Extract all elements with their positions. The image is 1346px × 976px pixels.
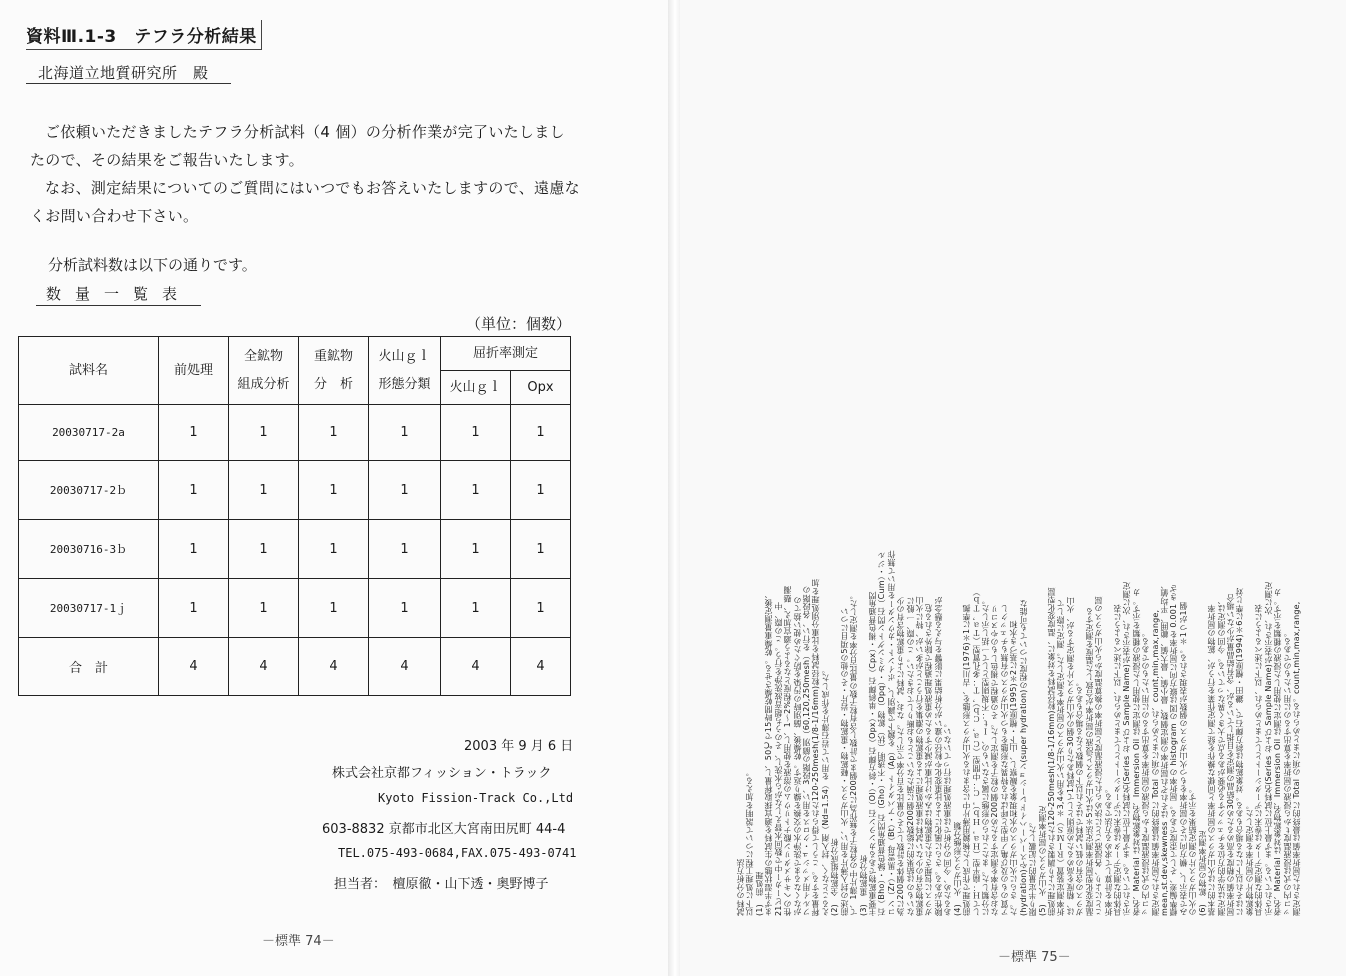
count-intro: 分析試料数は以下の通りです。 [48,256,257,274]
text-column: 温度変化型屈折率測定法＊5は火山ガラスと浸液の屈折率が合致した温度を測定する [1084,607,1094,916]
company-tel-fax: TEL.075-493-0684,FAX.075-493-0741 [338,846,577,860]
table-cell: 1 [299,405,369,461]
text-column: 主要重鉱物であるカンラン石（Ol）・斜方輝石（Opx）・単斜輝石（Cpx）・褐色普通角閃 [867,591,877,916]
text-column: ガラスに包埋された重鉱物はみかけ比重が減少するため重液処理過程で除外される危 [924,604,934,916]
text-column: 具体的な測定データは巻末にデータシートとしてまとめられ、以下に述べるように表 [1254,604,1264,916]
header-refr-opx: Opx [511,371,571,405]
addressee: 北海道立地質研究所 殿 [38,64,209,82]
text-column: ッコ内の式は浸液温度ｔから浸液の屈折率を算出するのに用いたものである。 [1282,629,1292,916]
text-column: 前処理により調製された120-250mesh(1/8-1/16mm)粒径試料を対象に、温度変化型屈 [1046,587,1056,916]
total-cell: 4 [299,638,369,696]
table-cell: 1 [369,405,441,461]
text-column: 重鉱物含有の少ない試料は重液処理による重鉱物の濃集を行うことが多いが、特に火山 [915,596,925,916]
left-page [0,0,670,976]
body-paragraph: ご依頼いただきましたテフラ分析試料（4 個）の分析作業が完了いたしましたので、その結果をご報告いたします。 [30,123,565,169]
text-column: 前述の封入薄片を用い、火山ガラス・軽鉱物・重鉱物・岩片・その他の5項目につい [839,607,849,916]
text-column: まず半湿状態の生試料を適宜採取秤量し、50℃で15時間乾燥させる。乾燥重量測定後、 [764,590,774,916]
table-cell: 1 [511,405,571,461]
header-refr-glass: 火山ｇｌ [441,371,511,405]
text-column: 測定された屈折率値は最終的に Total の項にまとめられる。count,min,max,range, [1292,601,1301,916]
text-column: 限り半定量的に記載した。 [1028,817,1038,916]
text-column: 前処理で作成した検鏡用薄片中に含まれる火山ガラス形態を、吉川(1976)＊1に準拠 [962,604,972,916]
addressee-underline [26,83,231,84]
table-cell: 1 [229,461,299,520]
text-column: 具体的な測定データは巻末にデータシートとしてまとめられ、以下に述べるように表 [1112,604,1122,916]
sample-id: 20030717-2ｂ [19,461,159,520]
text-column: 険性がある。さらに風化による比重変化や粒径の違いが分析結果に影響を与える懸念が [933,596,943,916]
table-cell: 1 [511,461,571,520]
company-address: 603-8832 京都市北区大宮南田尻町 44-4 [322,822,566,837]
text-column: あるため、今回の分析では重液処理は行っていない。 [943,719,953,916]
table-cell: 1 [229,405,299,461]
header-pretreatment: 前処理 [159,337,229,405]
text-column: ガラスの含有の低い試料ではそれ以下の個数となる場合もある。 [1075,678,1085,916]
text-column: mean,st.dev,skewness はそれぞれ屈折率の測定個数、最小値、最大値、範囲、平均値、 [1160,580,1170,916]
table-cell: 1 [369,461,441,520]
unit-label: （単位：個数） [466,315,572,333]
document-title: 資料Ⅲ.1-3 テフラ分析結果 [26,20,262,50]
total-row [19,638,571,696]
text-column: 基本的には火山ガラスの屈折率と同様な操作を経て測定作業を行うが、鉱物の屈折率 [1207,604,1217,916]
text-column: 示されている。まず最上位に試料名(Series および Sample Name)が表示され、次に測定 [1122,581,1132,916]
text-column: 標準偏差、そして歪度である。屈折率の histogram の図は縦方向に屈折率を 0.001 きざ [1169,584,1179,916]
company-name-en: Kyoto Fission-Track Co.,Ltd [378,791,574,805]
header-refractive-index: 屈折率測定 [441,337,571,371]
text-column: なお含有率を測定するため200個の粒子を測定した。その過程で褐色しものやヌコリ [990,604,1000,916]
text-column: がなくなるまで洗浄水の交換を繰り返す。乾燥後、篩別時の汚染を防ぐため使い捨ての [792,596,802,916]
text-column: 測定は光学的方位をチェックする必要がある点で大きく異なっている。今回の測定は、 [1216,596,1226,916]
quantity-list-title: 数量一覧表 [36,283,201,306]
header-sample: 試料名 [19,337,159,405]
table-cell: 1 [369,579,441,638]
table-cell: 1 [369,520,441,579]
text-column: (3) 重鉱物分析 [858,854,868,916]
table-cell: 1 [229,579,299,638]
text-column: 石（Bho）・緑色普通角閃石（Gho）・不透明（状）鉱物（Opq）・カミングトン閃石（Cum）・ジル [877,551,887,916]
header-mineral-composition: 全鉱物 組成分析 [229,337,299,405]
quantity-table [18,336,571,696]
text-column: (hydration)やスーパーハイドレーション(super hydration)の程度についても可能な [1018,599,1028,916]
staff-names: 担当者： 檀原徹・山下透・奥野博子 [334,877,549,892]
text-column: ことにより、各浸液ごとに決められた浸液温度と屈折率の換算温度から火山ガラスの屈 [1094,596,1104,916]
text-column: の火山ガラス片の測定結果を示す。 [1188,784,1198,916]
text-column: にはそれ以下になる場合もある。対象鉱物は斜方輝石で、鎌田・檀原(1994)＊6に準じ対 [1235,587,1245,916]
table-cell: 1 [159,405,229,461]
text-column: 者名、Material は対象鉱物名、Immersion Oil は測定に使用した浸液の種類を示す。カ [1131,588,1141,916]
table-cell: 1 [441,579,511,638]
text-column: ないものは結果的に総数200個に満たないこともお断りしておきたい。この際、一般に [905,596,915,916]
total-cell: 4 [511,638,571,696]
text-column: 試料の分析方法 [736,858,745,916]
header-heavy-mineral: 重鉱物 分 析 [299,337,369,405]
sample-id: 20030717-2a [19,405,159,461]
text-column: 折率測定装置（ＲＩＭＳ）＊3,4を用い火山ガラスの屈折率を測定した。測定に際して [1056,599,1066,916]
text-column: (4) 火山ガラス形態分類 [952,822,962,916]
text-column: コン（Zr）・黒雲母（Bt）・アパタイト（Ap）を鏡下で識別し、ポイント・カウンターを用いて無作 [886,550,896,916]
table-cell: 1 [299,579,369,638]
text-column: 折率を計算して求める方法である。 [1103,784,1113,916]
table-row [19,461,571,520]
text-column: 測定された屈折率値は最終的に Total の項にまとめられ、count,min,max,range, [1150,609,1160,916]
text-column: (2) 全鉱物組成分析 [830,838,840,916]
text-column: 屈折率値の精度を高めるため30結晶の測定を目指しているが、含有結晶量が少ない場合 [1226,593,1236,916]
sample-id: 20030716-3ｂ [19,520,159,579]
text-column: 21ビーカー中で数回水替えしながら水洗し、そのうち超音波洗浄を行う。この際、中 [773,602,783,916]
text-column: た。さらに火山ガラスの水和現象を観察し、山下・檀原(1995)＊2に基づき水和 [1009,620,1019,916]
text-column: 示されている。まず最上位に試料名(Series および Sample Name)が表示され、次に測定 [1263,581,1273,916]
text-column: フルイ用メッシュ・クロスを用い、3段階の篩別（60,120,250mesh）を行い、各段階の [801,585,811,916]
total-label: 合 計 [19,638,159,696]
report-date: 2003 年 9 月 6 日 [464,739,574,754]
header-glass-morphology: 火山ｇｌ 形態分類 [369,337,441,405]
table-cell: 1 [299,461,369,520]
text-column: 象鉱物片の屈折率を測定した。 [1244,801,1254,916]
table-cell: 1 [159,579,229,638]
text-column: (6) 鉱物の屈折率測定 [1197,830,1207,916]
text-column: 者名、Material は対象鉱物名、Immersion Oil は測定に使用した浸液の種類を示す。カ [1273,588,1283,916]
page-number: －標準 75－ [998,950,1071,965]
letter-body [30,118,580,230]
body-paragraph: なお、測定結果についてのご質問にはいつでもお答えいたしますので、遠慮なくお問い合わせ下さい。 [30,179,580,225]
text-column: に分類した。またこれらの形態に属さないもの、Ｉｔ：不規則型として一括し示した。 [981,596,991,916]
total-cell: 4 [159,638,229,696]
text-column: えることなく、封入剤（Nd=1.54）を用いて岩石薄片を作成した。 [820,665,830,916]
table-row [19,520,571,579]
text-column: (1) 前処理 [754,871,764,916]
table-cell: 1 [441,520,511,579]
total-cell: 4 [229,638,299,696]
table-cell: 1 [441,405,511,461]
right-page [680,0,1346,976]
table-cell: 1 [229,520,299,579]
table-cell: 1 [511,579,571,638]
text-column: て、1薄片中の各粒子を無作為に200個まで計数し含有粒子数の量比百分率を測定した。 [849,591,859,916]
table-cell: 1 [159,520,229,579]
total-cell: 4 [369,638,441,696]
table-row [19,579,571,638]
page-number: －標準 74－ [262,934,335,949]
table-row [19,405,571,461]
text-column: みで表示し、横方向にその屈折率をもつ火山ガラスの個数が表現される。＊1つが1個 [1178,602,1188,916]
text-column: 以下に処理工程について説明を加える。 [745,768,755,916]
sample-id: 20030717-1ｊ [19,579,159,638]
text-column: 秤量をする。こうして得られた120-250mesh(1/8-1/16mm)粒径試料を比重分別処理を加 [811,579,821,916]
table-cell: 1 [441,461,511,520]
text-column: ア質のもの及び亀ノ甲型と呼ばれる特異な形態をもつ火山ガラスの有無もチェックし [999,604,1009,916]
text-column: (5) 火山ガラスの屈折率測定 [1037,805,1047,916]
table-cell: 1 [299,520,369,579]
text-column: 性のヘキサメタリン酸ナトリウムの溶液を使用し、1～2%程度となるよう適宜加え、懸濁 [783,586,793,916]
text-column: は、精度を高めるため原則として1試料あたり30個の火山ガラス片を測定するが、火山 [1065,596,1075,916]
text-column: してＨ：扁平型（Ｈａ，Ｈｂ），Ｃ：中間型（Ｃａ，Ｃｂ），Ｔ：多孔質型（Ｔａ，Ｔｂ） [971,587,981,916]
table-cell: 1 [159,461,229,520]
total-cell: 4 [441,638,511,696]
text-column: ッコ内の式は浸液温度ｔから浸液の屈折率を算出するのに用いたものである。 [1141,629,1151,916]
text-column: 為に200個体を計数してその量比を百分率で示した。なお、試料により重鉱物含有の少 [896,596,906,916]
table-cell: 1 [511,520,571,579]
company-name: 株式会社京都フィッション・トラック [332,766,552,781]
